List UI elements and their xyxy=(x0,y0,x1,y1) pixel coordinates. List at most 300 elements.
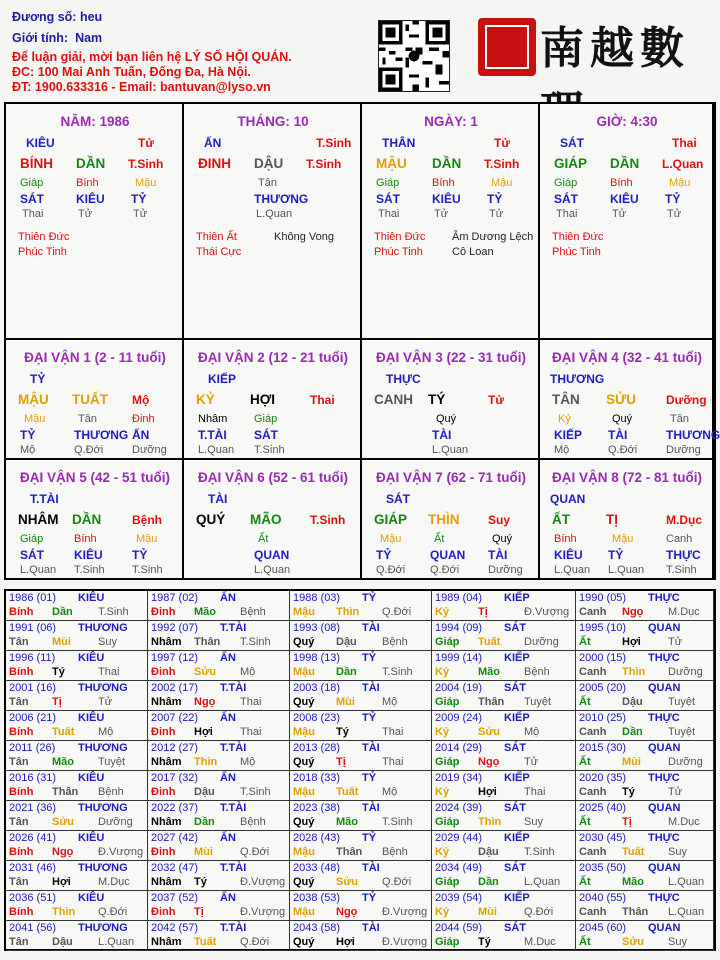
year-label: 2013 (28) xyxy=(293,742,341,754)
year-stem: Mậu xyxy=(293,786,315,798)
year-stage: Đ.Vượng xyxy=(98,846,144,858)
hidden-state: Tử xyxy=(78,208,93,220)
dai-van-title: ĐẠI VẬN 1 (2 - 11 tuổi) xyxy=(24,350,166,365)
year-cell xyxy=(6,651,148,681)
year-branch: Tý xyxy=(52,666,65,678)
year-star: QUAN xyxy=(648,922,681,934)
year-label: 2010 (25) xyxy=(579,712,627,724)
year-branch: Thân xyxy=(622,906,649,918)
year-star: KIÊU xyxy=(78,592,105,604)
dai-van-star: QUAN xyxy=(550,492,586,506)
contact-line: Để luận giải, mời bạn liên hệ LÝ SỐ HỘI QUÁN. xyxy=(12,50,292,64)
year-stage: M.Dục xyxy=(98,876,130,888)
dai-van-stem: NHÂM xyxy=(18,512,59,527)
year-branch: Mùi xyxy=(478,906,497,918)
dai-van-branch: HỢI xyxy=(250,392,276,407)
pillar-branch: DẬU xyxy=(254,156,284,171)
year-cell xyxy=(148,831,290,861)
year-stem: Quý xyxy=(293,816,315,828)
auspicious-star: Thiên Đức xyxy=(18,231,70,243)
year-stage: Đ.Vượng xyxy=(382,936,428,948)
year-stage: Q.Đới xyxy=(382,876,412,888)
hidden-state: L.Quan xyxy=(20,564,57,576)
hidden-stem: Mậu xyxy=(669,177,691,189)
hidden-stem: Ất xyxy=(258,533,269,545)
hidden-state: Tử xyxy=(612,208,627,220)
year-stem: Quý xyxy=(293,756,315,768)
year-cell xyxy=(576,621,714,651)
year-stem: Mậu xyxy=(293,726,315,738)
hidden-state: L.Quan xyxy=(608,564,645,576)
year-label: 1993 (08) xyxy=(293,622,341,634)
dai-van-title: ĐẠI VẬN 5 (42 - 51 tuổi) xyxy=(19,470,171,485)
year-star: TỶ xyxy=(362,772,377,784)
hidden-state: Thai xyxy=(22,208,44,220)
owner-value: heu xyxy=(79,10,103,24)
year-stage: Mộ xyxy=(240,756,256,768)
year-stage: Suy xyxy=(524,816,543,828)
dai-van-stem: QUÝ xyxy=(196,512,226,527)
logo-text: 南越數 xyxy=(540,23,690,74)
year-star: KIẾP xyxy=(504,772,530,784)
auspicious-star: Thiên Ất xyxy=(196,231,237,243)
year-branch: Tị xyxy=(478,606,488,618)
year-star: ẤN xyxy=(220,832,236,844)
year-stem: Quý xyxy=(293,876,315,888)
year-branch: Tuất xyxy=(622,846,645,858)
year-star: T.TÀI xyxy=(220,742,247,754)
year-star: KIÊU xyxy=(78,772,105,784)
hidden-star: TỶ xyxy=(665,192,681,206)
year-star: THỰC xyxy=(648,592,680,604)
year-stem: Tân xyxy=(9,816,29,828)
year-star: THƯƠNG xyxy=(78,802,128,814)
year-cell xyxy=(576,741,714,771)
year-branch: Mão xyxy=(622,876,644,888)
owner-label: Đương số: xyxy=(12,10,77,24)
year-cell xyxy=(576,861,714,891)
hidden-stem: Bính xyxy=(74,533,97,545)
year-star: KIÊU xyxy=(78,652,105,664)
pillar-branch-stage: T.Sinh xyxy=(306,157,342,171)
year-cell xyxy=(576,831,714,861)
year-cell xyxy=(6,621,148,651)
year-star: TỶ xyxy=(362,712,377,724)
year-stem: Ất xyxy=(579,696,591,708)
phone-email-line: ĐT: 1900.633316 - Email: bantuvan@lyso.vn xyxy=(12,80,271,94)
year-cell xyxy=(432,801,576,831)
dai-van-stage: Mộ xyxy=(132,393,150,407)
year-branch: Sửu xyxy=(622,936,645,948)
year-stem: Giáp xyxy=(435,636,460,648)
year-stem: Kỷ xyxy=(435,786,450,798)
year-branch: Thân xyxy=(478,696,505,708)
year-stem: Nhâm xyxy=(151,636,182,648)
year-cell xyxy=(432,681,576,711)
year-cell xyxy=(148,681,290,711)
hidden-stem: Mậu xyxy=(24,413,46,425)
year-branch: Tuất xyxy=(194,936,217,948)
year-stem: Ất xyxy=(579,876,591,888)
year-cell xyxy=(6,711,148,741)
year-branch: Dậu xyxy=(336,636,357,648)
year-branch: Thân xyxy=(194,636,221,648)
year-stage: Đ.Vượng xyxy=(240,876,286,888)
year-stage: M.Dục xyxy=(524,936,556,948)
pillar-branch-stage: T.Sinh xyxy=(128,157,164,171)
year-stage: L.Quan xyxy=(524,876,561,888)
year-stage: Tuyệt xyxy=(524,696,552,708)
dai-van-star: TÀI xyxy=(208,492,228,506)
year-branch: Tuất xyxy=(336,786,359,798)
year-cell xyxy=(290,771,432,801)
dai-van-branch: DẦN xyxy=(72,512,102,527)
year-cell xyxy=(148,771,290,801)
hidden-star: KIÊU xyxy=(610,192,639,206)
year-stage: T.Sinh xyxy=(240,786,271,798)
year-cell xyxy=(290,741,432,771)
year-stem: Giáp xyxy=(435,816,460,828)
year-label: 2027 (42) xyxy=(151,832,199,844)
year-cell xyxy=(6,591,148,621)
hidden-stem: Giáp xyxy=(20,533,44,545)
year-table xyxy=(4,589,716,951)
year-label: 1998 (13) xyxy=(293,652,341,664)
pillar-stage: Tử xyxy=(138,136,155,150)
hidden-star: SÁT xyxy=(376,192,400,206)
year-stem: Canh xyxy=(579,846,607,858)
hidden-state: L.Quan xyxy=(256,208,293,220)
year-stem: Giáp xyxy=(435,756,460,768)
year-label: 2002 (17) xyxy=(151,682,199,694)
dai-van-stem: GIÁP xyxy=(374,512,408,527)
hidden-state: Tử xyxy=(489,208,504,220)
year-cell xyxy=(148,861,290,891)
dai-van-star: THƯƠNG xyxy=(550,372,605,386)
year-cell xyxy=(148,891,290,921)
hidden-state: Tử xyxy=(667,208,682,220)
year-label: 1995 (10) xyxy=(579,622,627,634)
year-star: KIẾP xyxy=(504,832,530,844)
year-cell xyxy=(576,591,714,621)
year-cell xyxy=(432,711,576,741)
year-branch: Sửu xyxy=(194,666,217,678)
dai-van-title: ĐẠI VẬN 3 (22 - 31 tuổi) xyxy=(375,350,527,365)
year-label: 2040 (55) xyxy=(579,892,627,904)
year-stem: Kỷ xyxy=(435,666,450,678)
year-stage: M.Dục xyxy=(668,606,700,618)
year-label: 2006 (21) xyxy=(9,712,57,724)
pillar-title: GIỜ: 4:30 xyxy=(596,114,658,129)
auspicious-star: Phúc Tinh xyxy=(18,246,67,258)
pillar-stem: GIÁP xyxy=(554,156,588,171)
year-cell xyxy=(576,651,714,681)
year-star: T.TÀI xyxy=(220,622,247,634)
dai-van-branch: THÌN xyxy=(428,512,460,527)
year-label: 2000 (15) xyxy=(579,652,627,664)
year-stage: L.Quan xyxy=(98,936,135,948)
year-star: TÀI xyxy=(362,622,380,634)
year-stage: Q.Đới xyxy=(382,606,412,618)
year-cell xyxy=(576,711,714,741)
year-stem: Quý xyxy=(293,696,315,708)
year-branch: Dần xyxy=(194,816,215,828)
dai-van-branch: TỊ xyxy=(606,512,618,527)
year-stage: Bệnh xyxy=(240,816,266,828)
year-stem: Nhâm xyxy=(151,696,182,708)
year-stage: Thai xyxy=(524,786,546,798)
year-branch: Dần xyxy=(52,606,73,618)
year-star: THƯƠNG xyxy=(78,682,128,694)
year-cell xyxy=(290,861,432,891)
hidden-star: T.TÀI xyxy=(198,428,227,442)
hidden-stem: Mậu xyxy=(380,533,402,545)
year-stage: Suy xyxy=(668,846,687,858)
year-stem: Đinh xyxy=(151,906,176,918)
dai-van-star: TỶ xyxy=(30,372,46,386)
year-branch: Mão xyxy=(478,666,500,678)
year-branch: Hợi xyxy=(478,786,497,798)
pillar-main-star: SÁT xyxy=(560,136,584,150)
year-cell xyxy=(148,591,290,621)
dai-van-star: KIẾP xyxy=(208,372,237,386)
pillar-stage: T.Sinh xyxy=(316,136,352,150)
year-stem: Mậu xyxy=(293,906,315,918)
hidden-star: THƯƠNG xyxy=(74,428,129,442)
year-stem: Đinh xyxy=(151,606,176,618)
year-stem: Bính xyxy=(9,666,34,678)
year-branch: Dậu xyxy=(478,846,499,858)
year-branch: Sửu xyxy=(336,876,359,888)
pillar-cell xyxy=(6,104,184,340)
year-branch: Tý xyxy=(478,936,491,948)
hidden-star: SÁT xyxy=(20,548,44,562)
year-cell xyxy=(576,681,714,711)
year-stem: Canh xyxy=(579,906,607,918)
year-stage: Tử xyxy=(668,786,683,798)
year-cell xyxy=(290,591,432,621)
year-branch: Tị xyxy=(622,816,632,828)
year-stage: Dưỡng xyxy=(98,816,133,828)
year-star: ẤN xyxy=(220,772,236,784)
year-star: T.TÀI xyxy=(220,922,247,934)
year-stem: Canh xyxy=(579,606,607,618)
year-stage: Q.Đới xyxy=(240,846,270,858)
hidden-stem: Mậu xyxy=(491,177,513,189)
hidden-state: L.Quan xyxy=(254,564,291,576)
year-label: 2041 (56) xyxy=(9,922,57,934)
year-label: 2045 (60) xyxy=(579,922,627,934)
year-stage: Bệnh xyxy=(98,786,124,798)
hidden-state: Q.Đới xyxy=(376,564,406,576)
year-stem: Canh xyxy=(579,666,607,678)
hidden-stem: Nhâm xyxy=(198,413,228,425)
hidden-star: TÀI xyxy=(488,548,508,562)
dai-van-cell xyxy=(6,340,184,460)
dai-van-branch: SỬU xyxy=(606,392,636,407)
year-stage: Tuyệt xyxy=(98,756,126,768)
dai-van-stem: CANH xyxy=(374,392,413,407)
year-cell xyxy=(148,921,290,951)
year-stage: Bệnh xyxy=(524,666,550,678)
year-cell xyxy=(290,801,432,831)
year-label: 2029 (44) xyxy=(435,832,483,844)
seal-icon xyxy=(478,18,536,76)
hidden-star: THỰC xyxy=(666,548,701,562)
pillar-cell xyxy=(184,104,362,340)
dai-van-cell xyxy=(362,460,540,580)
hidden-stem: Bính xyxy=(76,177,99,189)
year-cell xyxy=(6,921,148,951)
hidden-star: ẤN xyxy=(132,428,150,442)
year-cell xyxy=(6,831,148,861)
gender-value: Nam xyxy=(75,31,103,45)
year-branch: Thìn xyxy=(336,606,360,618)
year-stage: T.Sinh xyxy=(240,636,271,648)
year-star: KIẾP xyxy=(504,592,530,604)
hidden-state: Tử xyxy=(434,208,449,220)
year-star: THƯƠNG xyxy=(78,622,128,634)
year-stage: Q.Đới xyxy=(98,906,128,918)
dai-van-star: THỰC xyxy=(386,372,421,386)
hidden-stem: Bính xyxy=(554,533,577,545)
year-label: 2001 (16) xyxy=(9,682,57,694)
year-stem: Ất xyxy=(579,936,591,948)
year-label: 1996 (11) xyxy=(9,652,56,664)
year-star: ẤN xyxy=(220,592,236,604)
year-stage: Thai xyxy=(240,696,262,708)
year-branch: Ngọ xyxy=(336,906,358,918)
dai-van-stem: KỶ xyxy=(196,392,215,407)
hidden-state: L.Quan xyxy=(554,564,591,576)
year-branch: Hợi xyxy=(336,936,355,948)
dai-van-stem: MẬU xyxy=(18,392,49,407)
year-stem: Kỷ xyxy=(435,606,450,618)
year-branch: Dậu xyxy=(52,936,73,948)
year-cell xyxy=(148,621,290,651)
year-cell xyxy=(576,771,714,801)
year-label: 2020 (35) xyxy=(579,772,627,784)
year-cell xyxy=(290,651,432,681)
star-note: Cô Loan xyxy=(452,246,494,258)
year-branch: Dậu xyxy=(622,696,643,708)
year-branch: Hợi xyxy=(52,876,71,888)
pillar-main-star: KIÊU xyxy=(26,136,55,150)
year-stage: Tuyệt xyxy=(668,696,696,708)
hidden-state: Dưỡng xyxy=(666,444,701,456)
year-cell xyxy=(148,651,290,681)
hidden-star: TỶ xyxy=(487,192,503,206)
hidden-stem: Giáp xyxy=(376,177,400,189)
year-star: QUAN xyxy=(648,622,681,634)
pillar-stage: Tử xyxy=(494,136,511,150)
year-label: 2003 (18) xyxy=(293,682,341,694)
address-line: ĐC: 100 Mai Anh Tuấn, Đống Đa, Hà Nội. xyxy=(12,65,251,79)
year-star: THỰC xyxy=(648,832,680,844)
year-stem: Tân xyxy=(9,936,29,948)
year-star: SÁT xyxy=(504,682,526,694)
year-stage: Tử xyxy=(524,756,539,768)
year-label: 2017 (32) xyxy=(151,772,199,784)
year-stage: Tuyệt xyxy=(668,726,696,738)
year-label: 2008 (23) xyxy=(293,712,341,724)
year-label: 1987 (02) xyxy=(151,592,199,604)
year-star: TỶ xyxy=(362,832,377,844)
dai-van-cell xyxy=(540,460,714,580)
hidden-star: THƯƠNG xyxy=(666,428,720,442)
year-stage: Bệnh xyxy=(382,846,408,858)
pillar-main-star: ẤN xyxy=(204,136,222,150)
dai-van-cell xyxy=(6,460,184,580)
year-label: 1994 (09) xyxy=(435,622,483,634)
year-star: SÁT xyxy=(504,622,526,634)
year-branch: Tý xyxy=(194,876,207,888)
pillar-branch-stage: T.Sinh xyxy=(484,157,520,171)
year-branch: Hợi xyxy=(194,726,213,738)
year-branch: Mùi xyxy=(336,696,355,708)
year-label: 2022 (37) xyxy=(151,802,199,814)
year-stage: T.Sinh xyxy=(382,816,413,828)
brand-logo xyxy=(478,12,710,84)
year-stem: Đinh xyxy=(151,846,176,858)
year-stem: Mậu xyxy=(293,846,315,858)
dai-van-title: ĐẠI VẬN 6 (52 - 61 tuổi) xyxy=(197,470,349,485)
year-stage: Tử xyxy=(98,696,113,708)
year-label: 2024 (39) xyxy=(435,802,483,814)
year-stage: Mộ xyxy=(382,696,398,708)
year-star: QUAN xyxy=(648,742,681,754)
year-branch: Tuất xyxy=(52,726,75,738)
year-branch: Tuất xyxy=(478,636,501,648)
hidden-star: QUAN xyxy=(430,548,466,562)
year-star: SÁT xyxy=(504,742,526,754)
hidden-stem: Quý xyxy=(436,413,457,425)
year-star: SÁT xyxy=(504,922,526,934)
hidden-stem: Canh xyxy=(666,533,693,545)
year-star: SÁT xyxy=(504,862,526,874)
year-cell xyxy=(6,771,148,801)
year-stage: Đ.Vượng xyxy=(240,906,286,918)
year-label: 2038 (53) xyxy=(293,892,341,904)
year-branch: Mùi xyxy=(622,756,641,768)
year-stem: Tân xyxy=(9,756,29,768)
year-cell xyxy=(290,711,432,741)
year-stage: T.Sinh xyxy=(524,846,555,858)
year-branch: Mùi xyxy=(52,636,71,648)
year-label: 2025 (40) xyxy=(579,802,627,814)
year-stem: Bính xyxy=(9,906,34,918)
hidden-state: T.Sinh xyxy=(254,444,285,456)
hidden-stem: Mậu xyxy=(612,533,634,545)
year-stem: Nhâm xyxy=(151,876,182,888)
year-star: T.TÀI xyxy=(220,682,247,694)
year-cell xyxy=(148,741,290,771)
hidden-stem: Ất xyxy=(434,533,445,545)
hidden-state: T.Sinh xyxy=(666,564,697,576)
auspicious-star: Thiên Đức xyxy=(374,231,426,243)
year-label: 1992 (07) xyxy=(151,622,199,634)
hidden-stem: Quý xyxy=(612,413,633,425)
owner-line xyxy=(12,10,102,24)
hidden-state: Q.Đới xyxy=(430,564,460,576)
year-cell xyxy=(290,681,432,711)
year-label: 2039 (54) xyxy=(435,892,483,904)
auspicious-star: Thiên Đức xyxy=(552,231,604,243)
year-cell xyxy=(290,831,432,861)
hidden-star: TỶ xyxy=(608,548,624,562)
year-star: TÀI xyxy=(362,802,380,814)
year-star: TÀI xyxy=(362,742,380,754)
